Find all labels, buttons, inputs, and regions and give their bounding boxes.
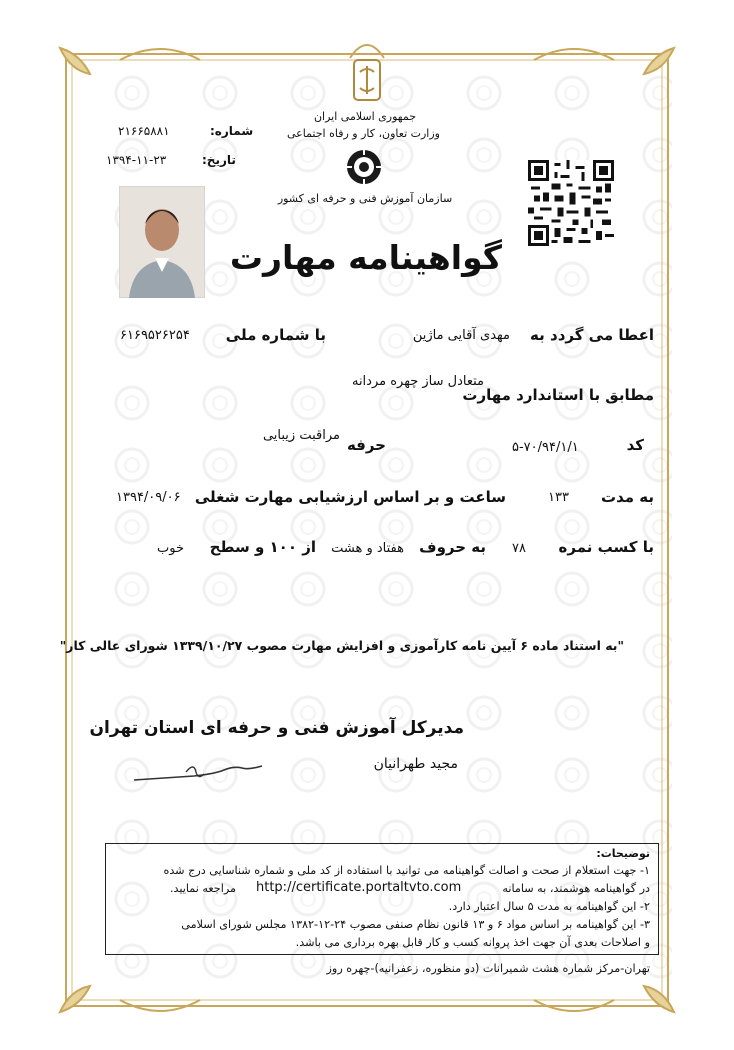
note-line-1: ۱- جهت استعلام از صحت و اصالت گواهینامه می توانید با استفاده از کد ملی و شماره شناسایی درج شده: [163, 864, 650, 877]
duration-label: به مدت: [601, 488, 654, 506]
header-country: جمهوری اسلامی ایران: [313, 110, 417, 123]
holder-photo: [119, 186, 205, 298]
national-label: با شماره ملی: [225, 326, 326, 344]
trade-label: حرفه: [346, 436, 386, 454]
certificate-url-link[interactable]: http://certificate.portaltvto.com: [256, 880, 462, 895]
legal-basis: "به استناد ماده ۶ آیین نامه کارآموزی و افزایش مهارت مصوب ۱۳۳۹/۱۰/۲۷ شورای عالی کار": [59, 638, 624, 653]
number-label: شماره:: [210, 124, 254, 138]
score-value: ۷۸: [512, 541, 526, 556]
header-ministry: وزارت تعاون، کار و رفاه اجتماعی: [286, 127, 440, 140]
number-value: ۲۱۶۶۵۸۸۱: [118, 124, 170, 138]
hours-label: ساعت و بر اساس ارزشیابی مهارت شغلی: [194, 488, 506, 506]
note-line-4: ۳- این گواهینامه بر اساس مواد ۶ و ۱۳ قانون نظام صنفی مصوب ۲۴-۱۲-۱۳۸۲ مجلس شورای اسلامی: [181, 918, 650, 931]
note-line-2a: در گواهینامه هوشمند، به سامانه: [502, 882, 650, 895]
national-value: ۶۱۶۹۵۲۶۲۵۴: [120, 328, 190, 343]
note-line-3: ۲- این گواهینامه به مدت ۵ سال اعتبار دارد.: [448, 900, 650, 913]
tvto-logo: [338, 147, 390, 187]
date-value: ۱۳۹۴-۱۱-۲۳: [106, 153, 167, 167]
granted-label: اعطا می گردد به: [530, 326, 654, 344]
signatory-name: مجید طهرانیان: [373, 756, 458, 772]
level-label: از ۱۰۰ و سطح: [209, 538, 316, 556]
code-label: کد: [626, 436, 644, 454]
level-value: خوب: [157, 541, 184, 556]
code-value: ۵-۷۰/۹۴/۱/۱: [512, 440, 579, 455]
note-line-5: و اصلاحات بعدی آن جهت اخذ پروانه کسب و کار قابل بهره برداری می باشد.: [295, 936, 650, 949]
eval-date: ۱۳۹۴/۰۹/۰۶: [116, 490, 181, 505]
header-organization: سازمان آموزش فنی و حرفه ای کشور: [277, 192, 453, 205]
standard-label: مطابق با استاندارد مهارت: [462, 386, 654, 404]
score-label: با کسب نمره: [558, 538, 654, 556]
trade-value: مراقبت زیبایی: [262, 428, 340, 443]
footer-address: تهران-مرکز شماره هشت شمیرانات (دو منظوره، زعفرانیه)-چهره روز: [326, 962, 650, 975]
duration-value: ۱۳۳: [548, 490, 569, 505]
signature-mark: [130, 758, 270, 788]
date-label: تاریخ:: [202, 153, 236, 167]
notes-heading: توضیحات:: [596, 847, 650, 860]
qr-code-icon: [528, 160, 614, 246]
certificate-title: گواهینامه مهارت: [229, 238, 502, 277]
words-value: هفتاد و هشت: [331, 541, 404, 556]
granted-value: مهدی آقایی ماژین: [412, 328, 510, 343]
signatory-role: مدیرکل آموزش فنی و حرفه ای استان تهران: [89, 718, 464, 738]
words-label: به حروف: [419, 538, 486, 556]
note-line-2b: مراجعه نمایید.: [169, 882, 236, 895]
standard-value: متعادل ساز چهره مردانه: [351, 374, 484, 389]
